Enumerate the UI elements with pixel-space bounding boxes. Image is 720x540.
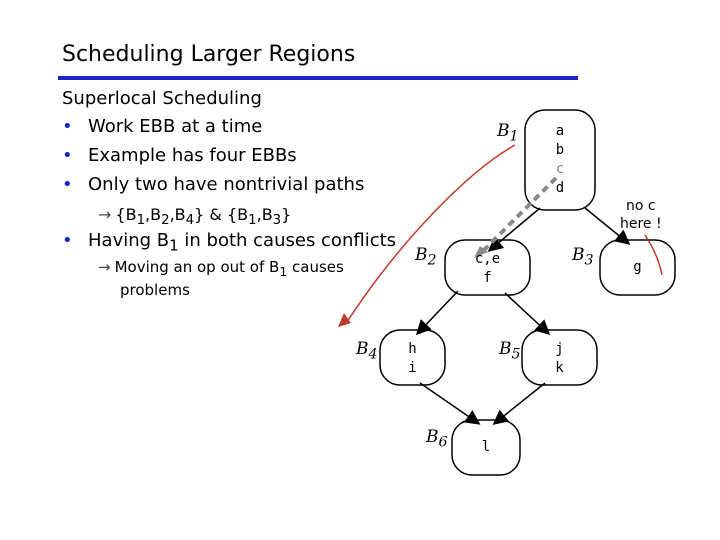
- block-b2-ops: [445, 250, 530, 288]
- note-line-1: no c: [626, 198, 656, 214]
- op-k: k: [555, 360, 564, 376]
- block-b4-label: $B_4$: [356, 339, 378, 363]
- block-b3-label: $B_3$: [572, 245, 594, 269]
- op-g: g: [633, 259, 642, 275]
- bullet-1-text: Work EBB at a time: [88, 116, 263, 137]
- bullet-dot: •: [62, 174, 73, 195]
- op-l: l: [481, 439, 491, 455]
- block-b1-ops: [525, 122, 595, 198]
- block-b5-ops: [522, 340, 597, 378]
- arrow-icon: →: [98, 205, 112, 224]
- sub-bullet-move-cont: problems: [120, 281, 190, 299]
- note-line-2: here !: [620, 216, 662, 232]
- edge-b5-b6: [495, 383, 545, 423]
- slide-title: Scheduling Larger Regions: [62, 42, 356, 67]
- op-f: f: [483, 270, 492, 286]
- arrow-icon: →: [98, 258, 111, 276]
- op-b: b: [555, 142, 565, 158]
- op-a: a: [555, 123, 565, 139]
- edge-b4-b6: [420, 383, 478, 423]
- bullet-4-text: Having $B_1$ in both causes conflicts: [88, 230, 397, 255]
- edge-b1-b2: [490, 208, 540, 250]
- op-j: j: [555, 341, 564, 357]
- block-b6-label: $B_6$: [426, 427, 448, 451]
- block-b4-ops: [380, 340, 445, 378]
- bullet-dot: •: [62, 230, 73, 251]
- bullet-dot: •: [62, 145, 73, 166]
- bullet-3-text: Only two have nontrivial paths: [88, 174, 365, 195]
- op-i: i: [408, 360, 417, 376]
- annotation-arrow-left: [345, 145, 515, 325]
- op-c: c: [555, 161, 565, 177]
- op-h: h: [408, 341, 417, 357]
- bullet-2-text: Example has four EBBs: [88, 145, 297, 166]
- no-c-here-note: [620, 197, 662, 233]
- block-b6-ops: [452, 438, 520, 457]
- block-b2-label: $B_2$: [415, 245, 437, 269]
- sub-bullet-paths-text: $\{B_1,B_2,B_4\}$ & $\{B_1,B_3\}$: [115, 205, 292, 229]
- block-b3-ops: [600, 258, 675, 277]
- op-d: d: [555, 180, 565, 196]
- edge-b2-b4: [418, 291, 458, 333]
- heading: Superlocal Scheduling: [62, 88, 262, 109]
- sub-bullet-move-text: Moving an op out of $B_1$ causes: [114, 258, 344, 279]
- bullet-dot: •: [62, 116, 73, 137]
- edge-b2-b5: [505, 293, 548, 333]
- op-c-e: c,e: [474, 251, 501, 267]
- block-b1-label: $B_1$: [497, 121, 519, 145]
- block-b5-label: $B_5$: [499, 339, 521, 363]
